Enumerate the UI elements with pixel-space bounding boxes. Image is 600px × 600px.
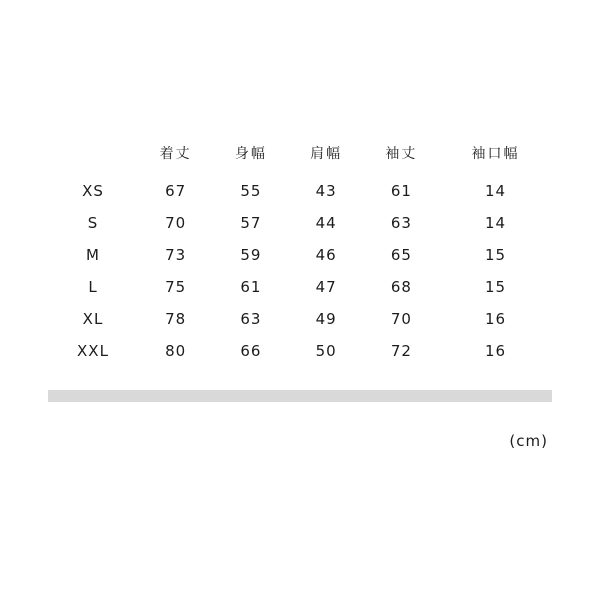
column-header-body-length: 着丈	[159, 145, 192, 162]
cell-body-width: 61	[240, 278, 262, 296]
row-size-label: XL	[82, 310, 104, 328]
cell-shoulder-width: 43	[315, 182, 337, 200]
cell-body-length: 67	[165, 182, 187, 200]
cell-body-length: 70	[165, 214, 187, 232]
column-header-sleeve-length: 袖丈	[385, 145, 418, 162]
table-row	[48, 175, 552, 207]
cell-shoulder-width: 49	[315, 310, 337, 328]
row-size-label: S	[87, 214, 99, 232]
table-row	[48, 271, 552, 303]
cell-cuff-width: 15	[484, 246, 507, 264]
cell-body-width: 59	[240, 246, 262, 264]
cell-body-width: 55	[240, 182, 262, 200]
cell-sleeve-length: 72	[390, 342, 412, 360]
cell-body-length: 78	[165, 310, 187, 328]
table-header	[48, 136, 552, 175]
table-row	[48, 239, 552, 271]
cell-shoulder-width: 47	[315, 278, 337, 296]
cell-cuff-width: 16	[484, 310, 507, 328]
horizontal-divider	[48, 390, 552, 402]
row-size-label: M	[86, 246, 100, 264]
cell-sleeve-length: 65	[390, 246, 412, 264]
row-size-label: L	[88, 278, 98, 296]
cell-shoulder-width: 44	[315, 214, 337, 232]
row-size-label: XXL	[77, 342, 109, 360]
table-row	[48, 335, 552, 367]
table-row	[48, 303, 552, 335]
cell-body-width: 66	[240, 342, 262, 360]
cell-cuff-width: 15	[484, 278, 507, 296]
column-header-cuff-width: 袖口幅	[471, 145, 520, 162]
unit-note: (cm)	[509, 432, 548, 450]
table-header-row	[48, 136, 552, 175]
cell-body-length: 80	[165, 342, 187, 360]
row-size-label: XS	[82, 182, 104, 200]
column-header-body-width: 身幅	[234, 145, 267, 162]
cell-body-width: 63	[240, 310, 262, 328]
table-corner-cell	[48, 136, 138, 175]
cell-body-width: 57	[240, 214, 262, 232]
size-chart-table	[48, 136, 552, 367]
cell-sleeve-length: 63	[390, 214, 412, 232]
table-row	[48, 207, 552, 239]
table-body	[48, 175, 552, 367]
cell-cuff-width: 14	[484, 214, 507, 232]
cell-sleeve-length: 68	[390, 278, 412, 296]
cell-sleeve-length: 70	[390, 310, 412, 328]
cell-sleeve-length: 61	[390, 182, 412, 200]
cell-cuff-width: 14	[484, 182, 507, 200]
cell-body-length: 73	[165, 246, 187, 264]
cell-cuff-width: 16	[484, 342, 507, 360]
cell-shoulder-width: 46	[315, 246, 337, 264]
column-header-shoulder-width: 肩幅	[310, 145, 343, 162]
cell-body-length: 75	[165, 278, 187, 296]
cell-shoulder-width: 50	[315, 342, 337, 360]
